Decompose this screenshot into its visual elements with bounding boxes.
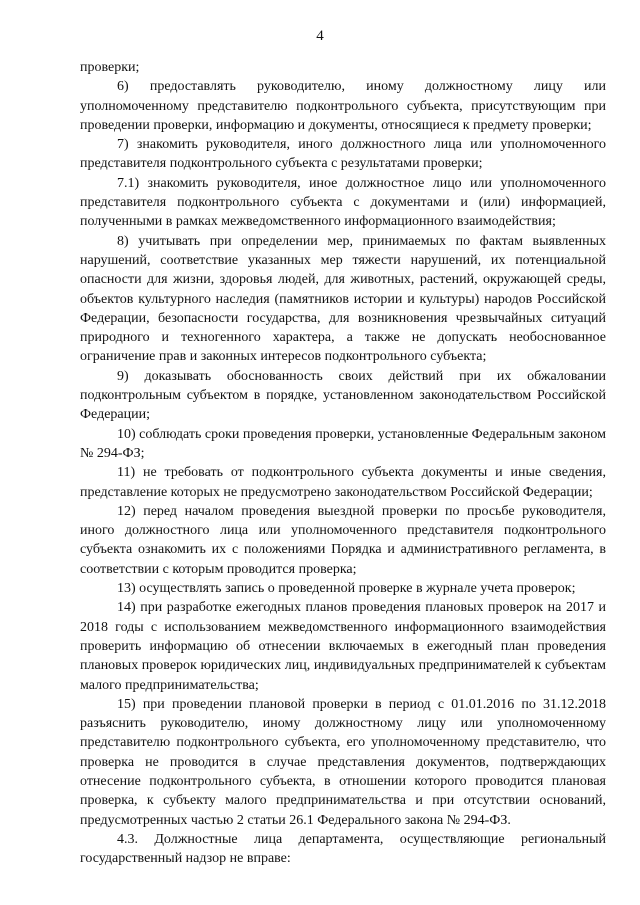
paragraph-item-8: 8) учитывать при определении мер, принимаемых по фактам выявленных нарушений, соответствие указанных мер тяжести нарушений, их потенциальной опасности для жизни, здоровья людей, для животных, растений, окружающей среды, объектов культурного наследия (памятников истории и культуры) народов Российской Федерации, безопасности государства, для возникновения чрезвычайных ситуаций природного и техногенного характера, а также не допускать необоснованное ограничение прав и законных интересов подконтрольного субъекта; [80, 233, 606, 365]
paragraph-item-6: 6) предоставлять руководителю, иному должностному лицу или уполномоченному представителю подконтрольного субъекта, присутствующим при проведении проверки, информацию и документы, относящиеся к предмету проверки; [80, 79, 606, 133]
paragraph-item-10: 10) соблюдать сроки проведения проверки, установленные Федеральным законом № 294-ФЗ; [80, 426, 606, 461]
document-body [80, 58, 606, 868]
page-number: 4 [316, 28, 324, 44]
paragraph-item-15: 15) при проведении плановой проверки в период с 01.01.2016 по 31.12.2018 разъяснить руководителю, иному должностному лицу или уполномоченному представителю подконтрольного субъекта, его уполномоченному представителю, что проверка не проводится в случае представления документов, подтверждающих отнесение подконтрольного субъекта, в отношении которого проводится плановая проверка, к субъекту малого предпринимательства и при отсутствии оснований, предусмотренных частью 2 статьи 26.1 Федерального закона № 294-ФЗ. [80, 696, 606, 828]
paragraph-item-13: 13) осуществлять запись о проведенной проверке в журнале учета проверок; [117, 581, 576, 597]
paragraph-item-7-1: 7.1) знакомить руководителя, иное должностное лицо или уполномоченного представителя подконтрольного субъекта с документами и (или) информацией, полученными в рамках межведомственного информационного взаимодействия; [80, 175, 606, 230]
paragraph-item-9: 9) доказывать обоснованность своих действий при их обжаловании подконтрольным субъектом в порядке, установленном законодательством Российской Федерации; [80, 368, 606, 423]
paragraph-item-12: 12) перед началом проведения выездной проверки по просьбе руководителя, иного должностного лица или уполномоченного представителя подконтрольного субъекта ознакомить их с положениями Порядка и административного регламента, в соответствии с которым проводится проверка; [80, 503, 606, 577]
paragraph-section-4-3: 4.3. Должностные лица департамента, осуществляющие региональный государственный надзор не вправе: [80, 831, 606, 867]
paragraph-item-11: 11) не требовать от подконтрольного субъекта документы и иные сведения, представление которых не предусмотрено законодательством Российской Федерации; [80, 465, 606, 500]
paragraph-item-14: 14) при разработке ежегодных планов проведения плановых проверок на 2017 и 2018 годы с использованием межведомственного информационного взаимодействия проверить информацию об отнесении включаемых в ежегодный план проведения плановых проверок юридических лиц, индивидуальных предпринимателей к субъектам малого предпринимательства; [80, 600, 606, 693]
paragraph-item-7: 7) знакомить руководителя, иного должностного лица или уполномоченного представителя подконтрольного субъекта с результатами проверки; [80, 137, 606, 172]
paragraph-continuation: проверки; [80, 60, 140, 75]
